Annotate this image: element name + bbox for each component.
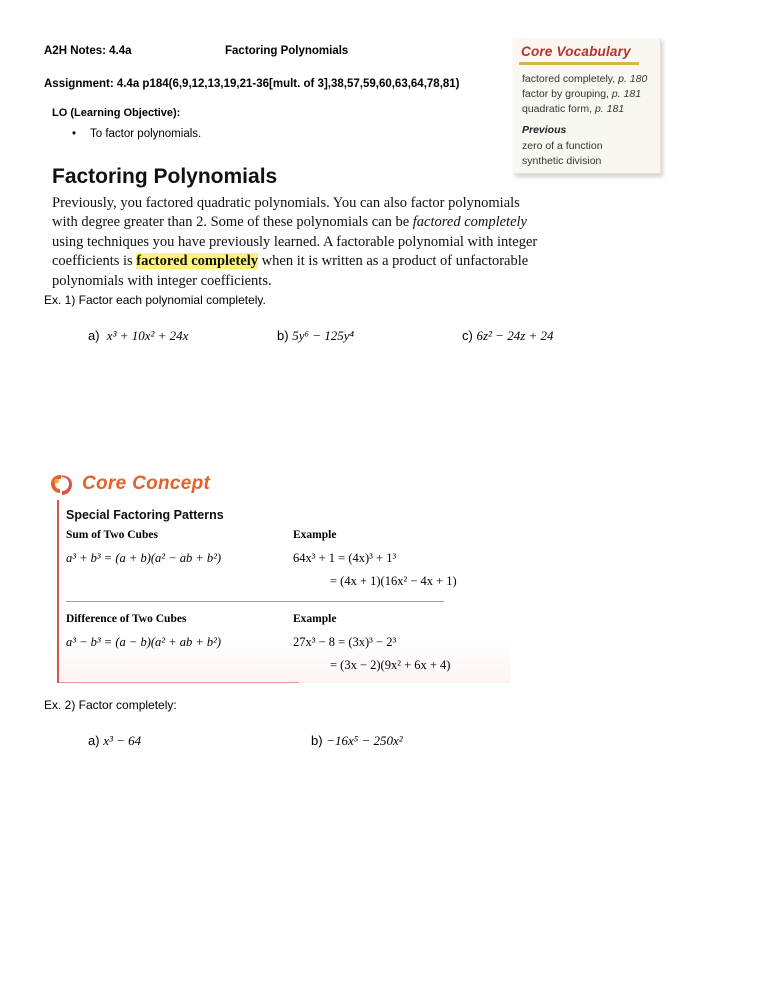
example1-prompt: Ex. 1) Factor each polynomial completely.: [44, 293, 266, 307]
learning-objective-text: To factor polynomials.: [90, 128, 202, 140]
intro-highlight-term: factored completely: [136, 253, 259, 270]
example1-item-b-expr: 5y⁶ − 125y⁴: [292, 328, 355, 343]
page-title: Factoring Polynomials: [52, 165, 278, 188]
sum-of-cubes-example-line2: = (4x + 1)(16x² − 4x + 1): [330, 574, 457, 588]
sum-of-cubes-heading: Sum of Two Cubes: [66, 529, 158, 541]
example1-item-b-label: b): [277, 328, 289, 343]
example1-item-a: [88, 328, 188, 344]
example1-item-c: [462, 328, 554, 344]
sum-of-cubes-example-line1: 64x³ + 1 = (4x)³ + 1³: [293, 551, 397, 565]
sum-of-cubes-formula: a³ + b³ = (a + b)(a² − ab + b²): [66, 551, 222, 565]
difference-of-cubes-example-line2: = (3x − 2)(9x² + 6x + 4): [330, 658, 451, 672]
intro-part2: using techniques you have previously learned. A factorable polynomial with integer coefficients is: [52, 233, 538, 270]
core-vocabulary-title: Core Vocabulary: [521, 44, 631, 59]
core-vocabulary-underline: [519, 62, 639, 65]
example2-item-a-label: a): [88, 733, 100, 748]
intro-italic-term: factored completely: [412, 214, 527, 231]
vocab-previous-term-0: zero of a function: [522, 140, 603, 152]
example1-item-c-label: c): [462, 328, 473, 343]
vocab-term-0: factored completely, p. 180: [522, 73, 648, 85]
difference-of-cubes-formula: a³ − b³ = (a − b)(a² + ab + b²): [66, 635, 222, 649]
example2-item-b-label: b): [311, 733, 323, 748]
sum-of-cubes-example-heading: Example: [293, 529, 337, 541]
core-concept-box: [57, 500, 511, 683]
course-note-label: A2H Notes: 4.4a: [44, 45, 132, 57]
intro-paragraph: [52, 194, 547, 291]
difference-of-cubes-example-heading: Example: [293, 613, 337, 625]
example2-item-b: [311, 733, 403, 749]
example2-item-a-expr: x³ − 64: [103, 733, 142, 748]
learning-objective-label: LO (Learning Objective):: [52, 107, 181, 119]
vocab-term-2: quadratic form, p. 181: [522, 103, 625, 115]
vocab-previous-label: Previous: [522, 124, 567, 136]
assignment-text: Assignment: 4.4a p184(6,9,12,13,19,21-36[mult. of 3],38,57,59,60,63,64,78,81): [44, 78, 460, 90]
difference-of-cubes-example-line1: 27x³ − 8 = (3x)³ − 2³: [293, 635, 397, 649]
intro-part3: when it is written as a product of unfactorable polynomials with integer coefficients.: [52, 253, 529, 289]
core-concept-icon: [48, 472, 74, 498]
example2-item-b-expr: −16x⁵ − 250x²: [326, 733, 403, 748]
core-concept-divider: [66, 601, 444, 602]
example1-item-b: [277, 328, 354, 344]
vocab-term-1: factor by grouping, p. 181: [522, 88, 642, 100]
core-concept-subtitle: Special Factoring Patterns: [66, 508, 224, 522]
vocab-previous-term-1: synthetic division: [522, 155, 602, 167]
lesson-topic-label: Factoring Polynomials: [225, 45, 349, 57]
example2-prompt: Ex. 2) Factor completely:: [44, 698, 177, 712]
example2-item-a: [88, 733, 141, 749]
example1-item-a-expr: x³ + 10x² + 24x: [106, 328, 189, 343]
intro-part1: Previously, you factored quadratic polynomials. You can also factor polynomials with degree greater than 2. Some of these polynomials can be: [52, 195, 520, 231]
learning-objective-item: [72, 128, 201, 140]
example1-item-a-label: a): [88, 328, 100, 343]
core-vocabulary-terms: [522, 72, 662, 117]
example1-item-c-expr: 6z² − 24z + 24: [476, 328, 554, 343]
vocab-previous-terms: [522, 139, 603, 169]
bullet-icon: •: [72, 128, 77, 140]
difference-of-cubes-heading: Difference of Two Cubes: [66, 613, 187, 625]
core-concept-title: Core Concept: [82, 473, 211, 494]
